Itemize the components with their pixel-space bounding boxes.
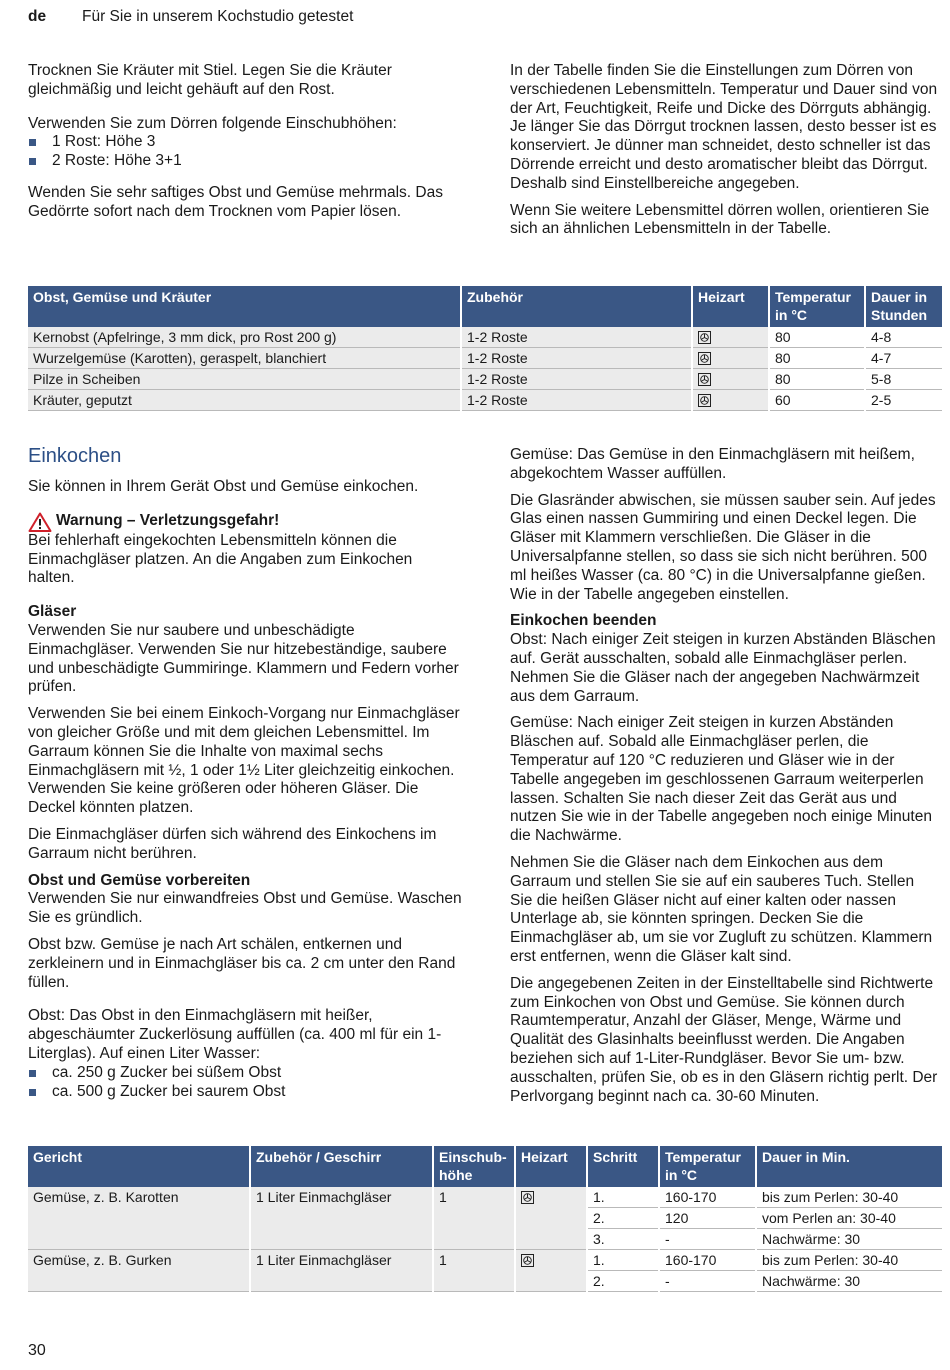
table-row (28, 1250, 942, 1271)
table-header-row (28, 286, 942, 327)
paragraph: Die Glasränder abwischen, sie müssen sauber sein. Auf jedes Glas einen nassen Gummiring und einen Deckel legen. Die Gläser mit Klammern verschließen. Die Gläser in die Universalpfanne stellen, so dass sie sich nicht berühren. 500 ml heißes Wasser (ca. 80 °C) in die Universalpfanne gießen. Wie in der Tabelle angegeben einstellen. (510, 491, 936, 603)
column-header: Temperatur in °C (659, 1146, 756, 1187)
table-row (28, 348, 942, 369)
paragraph: Obst: Das Obst in den Einmachgläsern mit heißer, abgeschäumter Zuckerlösung auffüllen (ca. 400 ml für ein 1-Literglas). Auf einen Liter Wasser: (28, 1007, 442, 1062)
table-cell: Kräuter, geputzt (28, 390, 461, 411)
paragraph: Gemüse: Nach einiger Zeit steigen in kurzen Abständen Bläschen auf. Sobald alle Einmachgläser perlen, die Temperatur auf 120 °C reduzieren und Gläser wie in der Tabelle angegeben im geschlossenen Garraum weiterperlen lassen. Schalten Sie nach dieser Zeit das Gerät aus und nutzen Sie wie in der Tabelle angegeben noch einige Minuten die Nachwärme. (510, 714, 932, 845)
table-cell: 160-170 (659, 1250, 756, 1271)
table-row (28, 369, 942, 390)
list-item: 1 Rost: Höhe 3 (28, 133, 463, 152)
square-bullet-icon (29, 158, 36, 165)
table-cell: 2. (587, 1271, 659, 1292)
column-header: Dauer in Stunden (865, 286, 942, 327)
table-cell: - (659, 1271, 756, 1292)
einkochen-left (28, 444, 463, 1114)
page-header (28, 8, 353, 26)
table-cell: 80 (769, 327, 865, 348)
column-header: Schritt (587, 1146, 659, 1187)
hot-air-fan-icon (698, 394, 711, 407)
column-header: Zubehör / Geschirr (250, 1146, 433, 1187)
paragraph: Trocknen Sie Kräuter mit Stiel. Legen Sie die Kräuter gleichmäßig und leicht gehäuft auf den Rost. (28, 62, 392, 98)
table-cell: 1-2 Roste (461, 348, 692, 369)
column-header: Zubehör (461, 286, 692, 327)
einkochen-right (510, 446, 940, 1114)
table-row (28, 327, 942, 348)
bullet-list (28, 133, 463, 171)
language-code: de (28, 8, 47, 25)
table-cell: 2. (587, 1208, 659, 1229)
warning-text: Bei fehlerhaft eingekochten Lebensmitteln können die Einmachgläser platzen. An die Angaben zum Einkochen halten. (28, 531, 413, 587)
paragraph: Wenn Sie weitere Lebensmittel dörren wollen, orientieren Sie sich an ähnlichen Lebensmitteln in der Tabelle. (510, 201, 930, 238)
table-cell (692, 327, 769, 348)
paragraph: Die Einmachgläser dürfen sich während des Einkochens im Garraum nicht berühren. (28, 825, 437, 862)
table-cell: - (659, 1229, 756, 1250)
paragraph: Sie können in Ihrem Gerät Obst und Gemüse einkochen. (28, 478, 419, 495)
table-cell: 1 Liter Einmachgläser (250, 1250, 433, 1292)
table-cell: 1-2 Roste (461, 327, 692, 348)
paragraph: Verwenden Sie bei einem Einkoch-Vorgang nur Einmachgläser von gleicher Größe und mit dem gleichen Lebensmittel. Im Garraum können Sie die Inhalte von maximal sechs Einmachgläsern mit ½, 1 oder 1½ Liter gleichzeitig einkochen. Verwenden Sie keine größeren oder höheren Gläser. Die Deckel könnten platzen. (28, 705, 460, 817)
paragraph: Obst bzw. Gemüse je nach Art schälen, entkernen und zerkleinern und in Einmachgläser bis ca. 2 cm unter den Rand füllen. (28, 935, 456, 991)
hot-air-fan-icon (521, 1254, 534, 1267)
table-cell: 1-2 Roste (461, 390, 692, 411)
column-header: Gericht (28, 1146, 250, 1187)
table-cell: 3. (587, 1229, 659, 1250)
section-title: Einkochen (28, 445, 122, 467)
drying-notes-right (510, 62, 938, 247)
table-cell: 160-170 (659, 1187, 756, 1208)
table-cell: 1 (433, 1187, 515, 1250)
table-cell: 1. (587, 1250, 659, 1271)
paragraph: In der Tabelle finden Sie die Einstellungen zum Dörren von verschiedenen Lebensmitteln. Temperatur und Dauer sind von der Art, Feuchtigkeit, Reife und Dicke des Dörrguts abhängig. Je länger Sie das Dörrgut trocknen lassen, desto besser ist es konserviert. Je dünner man schneidet, desto schneller ist das Dörrende erreicht und desto aromatischer bleibt das Dörrgut. Deshalb sind Einstellbereiche angegeben. (510, 62, 938, 192)
drying-table (28, 286, 942, 411)
warning-title: Warnung – Verletzungsgefahr! (28, 512, 463, 532)
column-header: Heizart (692, 286, 769, 327)
table-cell: 1. (587, 1187, 659, 1208)
hot-air-fan-icon (521, 1191, 534, 1204)
table-cell: 80 (769, 369, 865, 390)
table-cell (692, 390, 769, 411)
table-cell: bis zum Perlen: 30-40 (756, 1187, 942, 1208)
table-cell: 4-8 (865, 327, 942, 348)
table-cell (515, 1187, 587, 1250)
subheading: Obst und Gemüse vorbereiten (28, 871, 251, 889)
list-item: 2 Roste: Höhe 3+1 (28, 152, 463, 171)
table-cell: Gemüse, z. B. Gurken (28, 1250, 250, 1292)
table-cell: 60 (769, 390, 865, 411)
paragraph: Nehmen Sie die Gläser nach dem Einkochen aus dem Garraum und stellen Sie sie auf ein sauberes Tuch. Stellen Sie die heißen Gläser nicht auf einer kalten oder nassen Unterlage ab, sie könnten springen. Decken Sie die Einmachgläser ab, um sie vor Zugluft zu schützen. Klammern erst entfernen, wenn die Gläser kalt sind. (510, 853, 933, 965)
table-cell (515, 1250, 587, 1292)
square-bullet-icon (29, 1070, 36, 1077)
paragraph: Die angegebenen Zeiten in der Einstelltabelle sind Richtwerte zum Einkochen von Obst und Gemüse. Sie können durch Raumtemperatur, Anzahl der Gläser, Menge, Wärme und Qualität des Glasinhalts beeinflusst werden. Die Angaben beziehen sich auf 1-Liter-Rundgläser. Bevor Sie um- bzw. ausschalten, prüfen Sie, ob es in den Gläsern richtig perlt. Der Perlvorgang beginnt nach ca. 30-60 Minuten. (510, 974, 938, 1105)
table-cell: 4-7 (865, 348, 942, 369)
subheading: Einkochen beenden (510, 612, 657, 630)
table-cell: vom Perlen an: 30-40 (756, 1208, 942, 1229)
warning-triangle-icon (28, 512, 52, 532)
column-header: Temperatur in °C (769, 286, 865, 327)
table-cell: Kernobst (Apfelringe, 3 mm dick, pro Rost 200 g) (28, 327, 461, 348)
table-header-row (28, 1146, 942, 1187)
bullet-list (28, 1064, 463, 1102)
table-cell: 120 (659, 1208, 756, 1229)
table-row (28, 1187, 942, 1208)
paragraph: Verwenden Sie nur saubere und unbeschädigte Einmachgläser. Verwenden Sie nur hitzebeständige, saubere und unbeschädigte Gummiringe. Klammern und Federn vorher prüfen. (28, 621, 459, 696)
table-cell: Gemüse, z. B. Karotten (28, 1187, 250, 1250)
table-cell: Pilze in Scheiben (28, 369, 461, 390)
page-header-title: Für Sie in unserem Kochstudio getestet (82, 8, 354, 25)
square-bullet-icon (29, 139, 36, 146)
table-cell (692, 369, 769, 390)
table-cell: Nachwärme: 30 (756, 1271, 942, 1292)
table-cell: bis zum Perlen: 30-40 (756, 1250, 942, 1271)
column-header: Heizart (515, 1146, 587, 1187)
hot-air-fan-icon (698, 352, 711, 365)
table-cell: Nachwärme: 30 (756, 1229, 942, 1250)
paragraph: Gemüse: Das Gemüse in den Einmachgläsern mit heißem, abgekochtem Wasser auffüllen. (510, 446, 915, 482)
paragraph: Wenden Sie sehr saftiges Obst und Gemüse mehrmals. Das Gedörrte sofort nach dem Trocknen vom Papier lösen. (28, 183, 443, 220)
page-number: 30 (28, 1342, 46, 1359)
subheading: Gläser (28, 603, 77, 621)
table-cell: Wurzelgemüse (Karotten), geraspelt, blanchiert (28, 348, 461, 369)
table-cell: 2-5 (865, 390, 942, 411)
table-cell: 1-2 Roste (461, 369, 692, 390)
einkochen-table (28, 1146, 942, 1292)
paragraph: Verwenden Sie nur einwandfreies Obst und Gemüse. Waschen Sie es gründlich. (28, 890, 462, 927)
column-header: Einschub-höhe (433, 1146, 515, 1187)
table-cell: 80 (769, 348, 865, 369)
list-item: ca. 500 g Zucker bei saurem Obst (28, 1083, 463, 1102)
hot-air-fan-icon (698, 331, 711, 344)
drying-notes-left (28, 62, 463, 230)
table-cell (692, 348, 769, 369)
list-item: ca. 250 g Zucker bei süßem Obst (28, 1064, 463, 1083)
hot-air-fan-icon (698, 373, 711, 386)
paragraph: Obst: Nach einiger Zeit steigen in kurzen Abständen Bläschen auf. Gerät ausschalten, sobald alle Einmachgläser perlen. Nehmen Sie die Gläser nach der angegeben Nachwärmzeit aus dem Garraum. (510, 631, 936, 705)
column-header: Obst, Gemüse und Kräuter (28, 286, 461, 327)
column-header: Dauer in Min. (756, 1146, 942, 1187)
table-row (28, 390, 942, 411)
table-cell: 5-8 (865, 369, 942, 390)
table-cell: 1 Liter Einmachgläser (250, 1187, 433, 1250)
square-bullet-icon (29, 1089, 36, 1096)
paragraph: Verwenden Sie zum Dörren folgende Einschubhöhen: (28, 114, 397, 132)
table-cell: 1 (433, 1250, 515, 1292)
